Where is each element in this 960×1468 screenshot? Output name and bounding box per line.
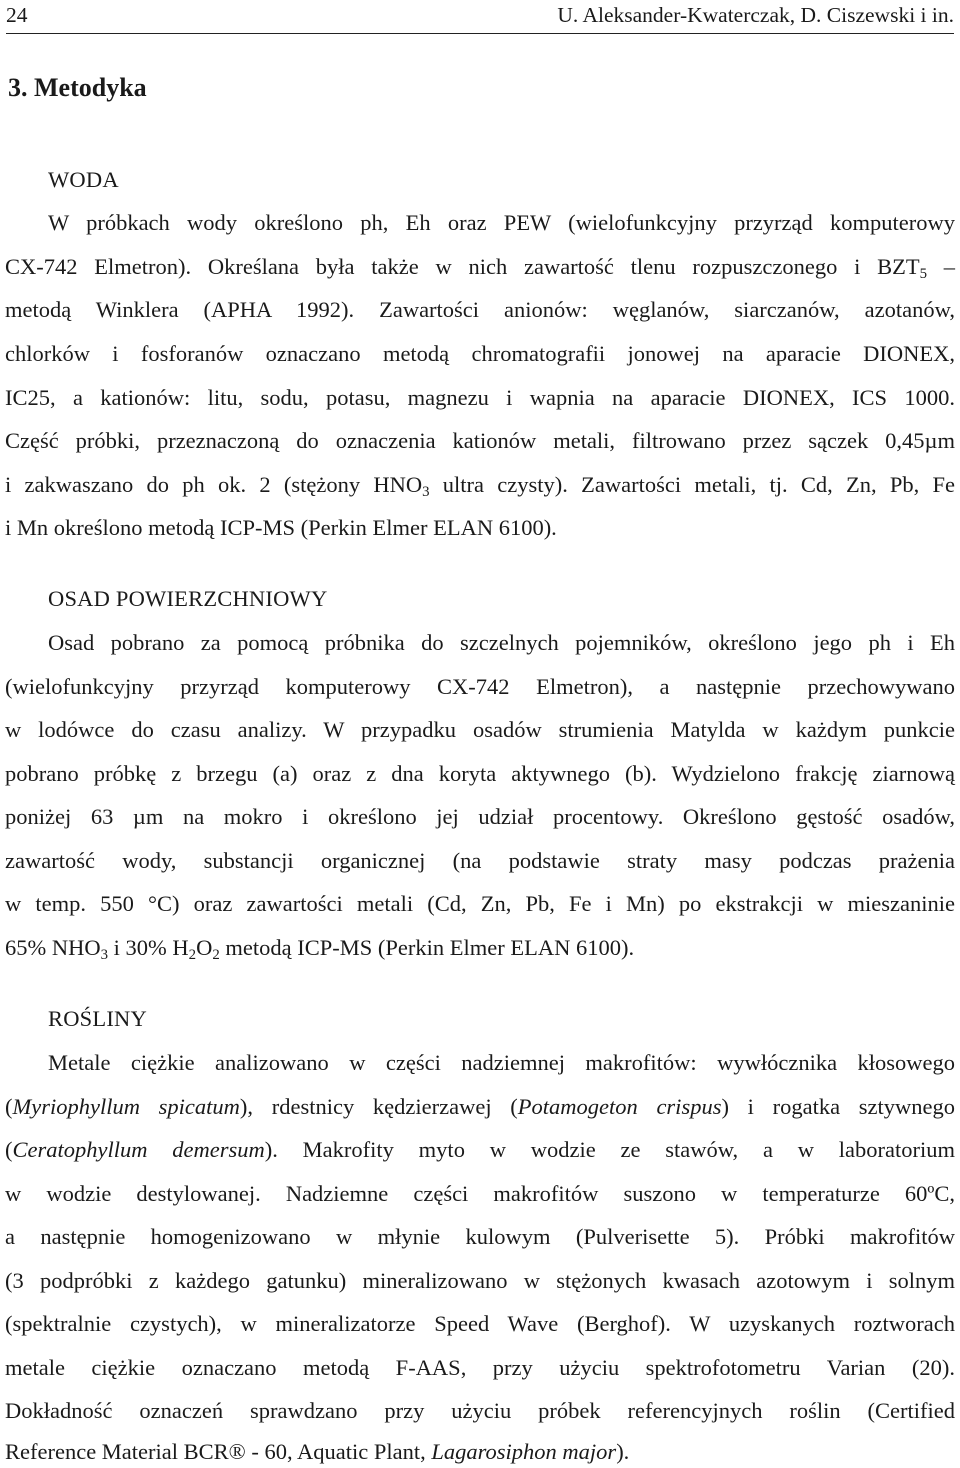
paragraph-line: metodą Winklera (APHA 1992). Zawartości anionów: węglanów, siarczanów, azotanów, [5, 297, 955, 322]
paragraph-line: w wodzie destylowanej. Nadziemne części makrofitów suszono w temperaturze 60ºC, [5, 1181, 955, 1206]
paragraph-line: IC25, a kationów: litu, sodu, potasu, magnezu i wapnia na aparacie DIONEX, ICS 1000. [5, 385, 955, 410]
paragraph-line: 65% $NHO_3$ i 30% $H_2O_2$ metodą ICP-MS (Perkin Elmer ELAN 6100). [5, 935, 635, 964]
species-name: Lagarosiphon major [431, 1439, 617, 1464]
subheading-sediment: OSAD POWIERZCHNIOWY [48, 586, 328, 611]
paragraph-line: (3 podpróbki z każdego gatunku) mineralizowano w stężonych kwasach azotowym i solnym [5, 1268, 955, 1293]
paragraph-line: zawartość wody, substancji organicznej (na podstawie straty masy podczas prażenia [5, 848, 955, 873]
page-number: 24 [6, 3, 28, 27]
paragraph-line: w lodówce do czasu analizy. W przypadku osadów strumienia Matylda w każdym punkcie [5, 717, 955, 742]
paragraph-line: metale ciężkie oznaczano metodą F-AAS, przy użyciu spektrofotometru Varian (20). [5, 1355, 955, 1380]
paragraph-line: i Mn określono metodą ICP-MS (Perkin Elmer ELAN 6100). [5, 515, 557, 540]
subheading-plants: ROŚLINY [48, 1006, 147, 1031]
running-header-authors: U. Aleksander-Kwaterczak, D. Ciszewski i in. [557, 3, 954, 27]
paragraph-line: a następnie homogenizowano w młynie kulowym (Pulverisette 5). Próbki makrofitów [5, 1224, 955, 1249]
running-header [6, 3, 954, 34]
subheading-water: WODA [48, 167, 119, 192]
paragraph-line: CX-742 Elmetron). Określana była także w nich zawartość tlenu rozpuszczonego i $BZT_5$ – [5, 254, 955, 283]
paragraph-line: Część próbki, przeznaczoną do oznaczenia kationów metali, filtrowano przez sączek 0,45µm [5, 428, 955, 453]
paragraph-line: w temp. 550 °C) oraz zawartości metali (Cd, Zn, Pb, Fe i Mn) po ekstrakcji w mieszaninie [5, 891, 955, 916]
paragraph-line: pobrano próbkę z brzegu (a) oraz z dna koryta aktywnego (b). Wydzielono frakcję ziarnową [5, 761, 955, 786]
species-name: Ceratophyllum demersum [12, 1137, 265, 1162]
paragraph-line: (Ceratophyllum demersum). Makrofity myto w wodzie ze stawów, a w laboratorium [5, 1137, 955, 1162]
paragraph-line: Reference Material BCR® - 60, Aquatic Plant, Lagarosiphon major). [5, 1439, 630, 1464]
paragraph-line: (spektralnie czystych), w mineralizatorze Speed Wave (Berghof). W uzyskanych roztworach [5, 1311, 955, 1336]
section-title: 3. Metodyka [8, 73, 147, 102]
paragraph-line: i zakwaszano do ph ok. 2 (stężony $HNO_3$ ultra czysty). Zawartości metali, tj. Cd, Zn, Pb, Fe [5, 472, 955, 501]
paragraph-line: poniżej 63 µm na mokro i określono jej udział procentowy. Określono gęstość osadów, [5, 804, 955, 829]
species-name: Myriophyllum spicatum [12, 1094, 240, 1119]
paragraph-line: Dokładność oznaczeń sprawdzano przy użyciu próbek referencyjnych roślin (Certified [5, 1398, 955, 1423]
paragraph-line: Osad pobrano za pomocą próbnika do szczelnych pojemników, określono jego ph i Eh [48, 630, 955, 655]
paragraph-line: chlorków i fosforanów oznaczano metodą chromatografii jonowej na aparacie DIONEX, [5, 341, 955, 366]
paragraph-line: Metale ciężkie analizowano w części nadziemnej makrofitów: wywłócznika kłosowego [48, 1050, 955, 1075]
paragraph-line: (Myriophyllum spicatum), rdestnicy kędzierzawej (Potamogeton crispus) i rogatka sztywnego [5, 1094, 955, 1119]
paragraph-line: (wielofunkcyjny przyrząd komputerowy CX-742 Elmetron), a następnie przechowywano [5, 674, 955, 699]
paragraph-line: W próbkach wody określono ph, Eh oraz PEW (wielofunkcyjny przyrząd komputerowy [48, 210, 955, 235]
species-name: Potamogeton crispus [517, 1094, 722, 1119]
